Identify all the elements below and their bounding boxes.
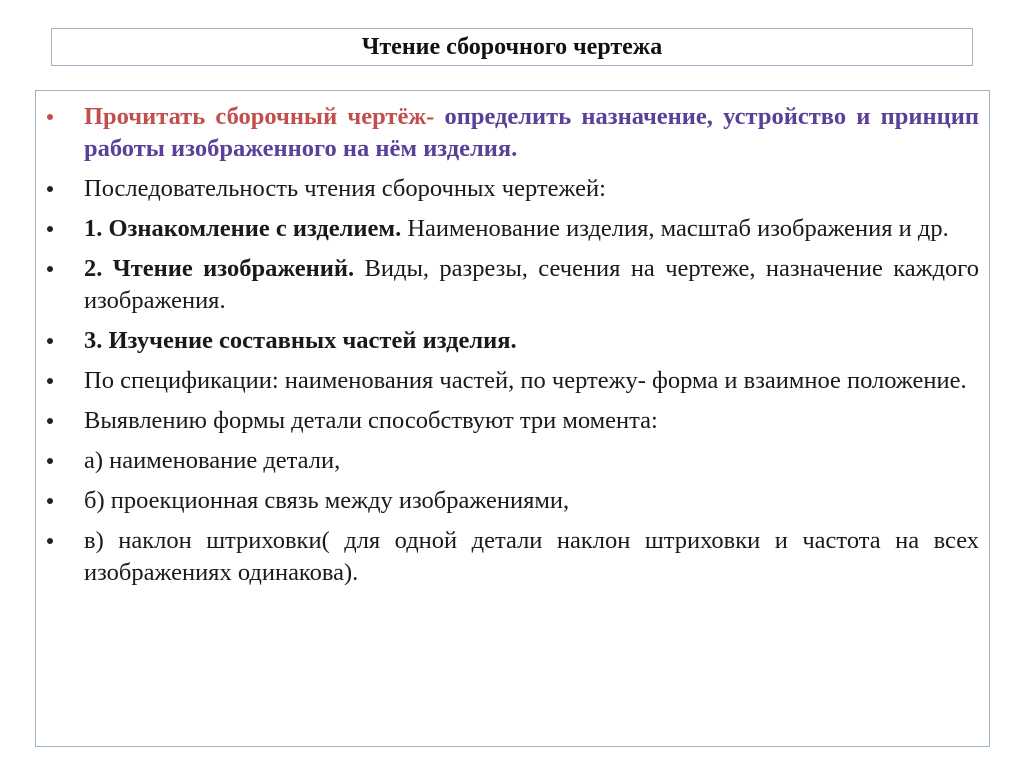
bullet-list	[36, 101, 989, 597]
list-item	[36, 365, 989, 397]
item-text: Выявлению формы детали способствуют три момента:	[84, 407, 658, 434]
content-box	[35, 90, 990, 747]
list-item	[36, 213, 989, 245]
slide-title-box	[51, 28, 973, 66]
item-bold-text: 2. Чтение изображений.	[84, 255, 355, 282]
item-text: в) наклон штриховки( для одной детали наклон штриховки и частота на всех изображениях одинакова).	[84, 527, 979, 586]
list-item	[36, 325, 989, 357]
list-item	[36, 253, 989, 317]
list-item	[36, 405, 989, 437]
list-item	[36, 445, 989, 477]
item-bold-text: 1. Ознакомление с изделием.	[84, 215, 402, 242]
list-item	[36, 485, 989, 517]
slide-title: Чтение сборочного чертежа	[361, 33, 663, 60]
highlight-red-text: Прочитать сборочный чертёж-	[84, 103, 435, 130]
item-text: Последовательность чтения сборочных чертежей:	[84, 175, 606, 202]
highlight-purple-text: определить назначение, устройство и принцип работы изображенного на нём изделия.	[84, 103, 979, 162]
list-item	[36, 101, 989, 165]
item-text: б) проекционная связь между изображениями,	[84, 487, 570, 514]
item-bold-text: 3. Изучение составных частей изделия.	[84, 327, 517, 354]
list-item	[36, 173, 989, 205]
item-text: По спецификации: наименования частей, по чертежу- форма и взаимное положение.	[84, 367, 967, 394]
list-item	[36, 525, 989, 589]
item-text: Виды, разрезы, сечения на чертеже, назначение каждого изображения.	[84, 255, 979, 314]
item-text: Наименование изделия, масштаб изображения и др.	[401, 215, 949, 242]
item-text: а) наименование детали,	[84, 447, 341, 474]
